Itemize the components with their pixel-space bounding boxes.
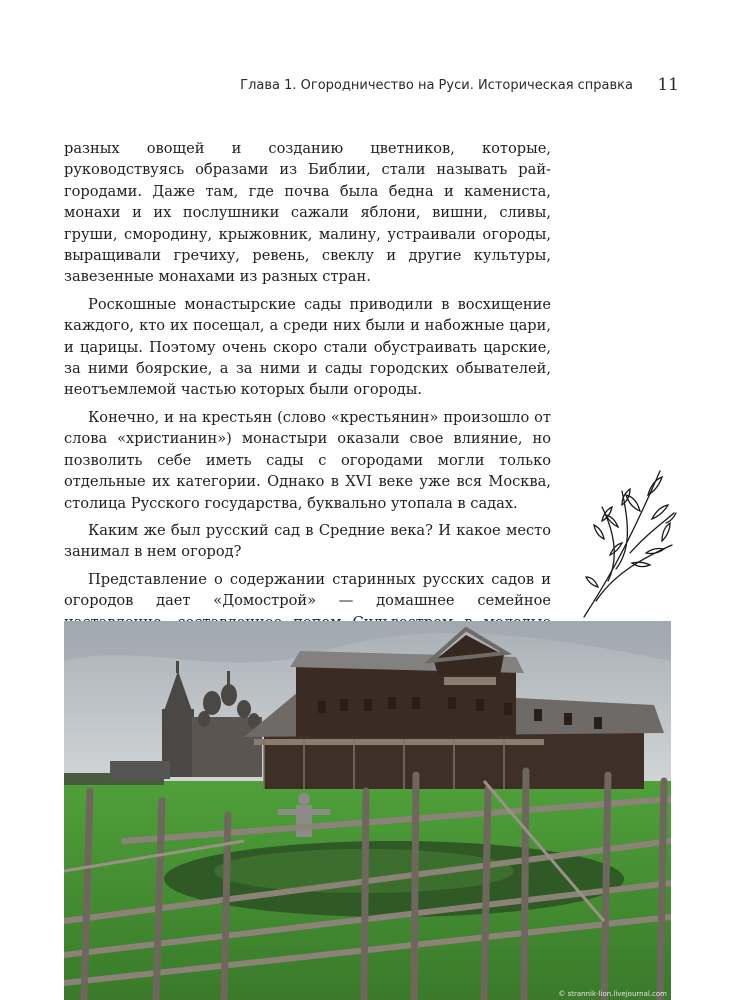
page-number: 11: [657, 75, 679, 95]
running-head: [0, 75, 755, 98]
paragraph: Представление о содержании старинных русских садов и огородов дает «Домострой» — домашнее семейное: [64, 570, 551, 610]
photo-credit: © strannik-lion.livejournal.com: [558, 990, 667, 998]
illustration-photo: [64, 621, 671, 1000]
paragraph: разных овощей и созданию цветников, которые, руководствуясь образами из Библии, стали называть рай-городами. Даже там, где почва была бедна и камениста, монахи и их послушники сажали яблони, вишни, сливы, груши, смородину, крыжовник, малину, устраивали огороды, выращивали гречиху, ревень, свеклу и другие культуры, завезенные монахами из разных стран.: [64, 140, 551, 286]
body-text: [64, 138, 551, 682]
leaf-sprig-icon: [578, 465, 678, 620]
paragraph: Конечно, и на крестьян (слово «крестьянин» произошло от слова «христианин») монастыри оказали свое влияние, но позволить себе иметь сады с огородами могли только отдельные их категории. Однако в XVI веке уже вся Москва, столица Русского государства, буквально утопала в садах.: [64, 408, 551, 512]
paragraph: Роскошные монастырские сады приводили в восхищение каждого, кто их посещал, а среди них были и набожные цари, и царицы. Поэтому очень скоро стали обустраивать царские, за ними боярские, а за ними и сады городских обывателей, неотъемлемой частью которых были огороды.: [64, 295, 551, 399]
paragraph: Каким же был русский сад в Средние века? И какое место занимал в нем огород?: [64, 521, 551, 561]
chapter-title: Глава 1. Огородничество на Руси. Историческая справка: [240, 78, 633, 93]
